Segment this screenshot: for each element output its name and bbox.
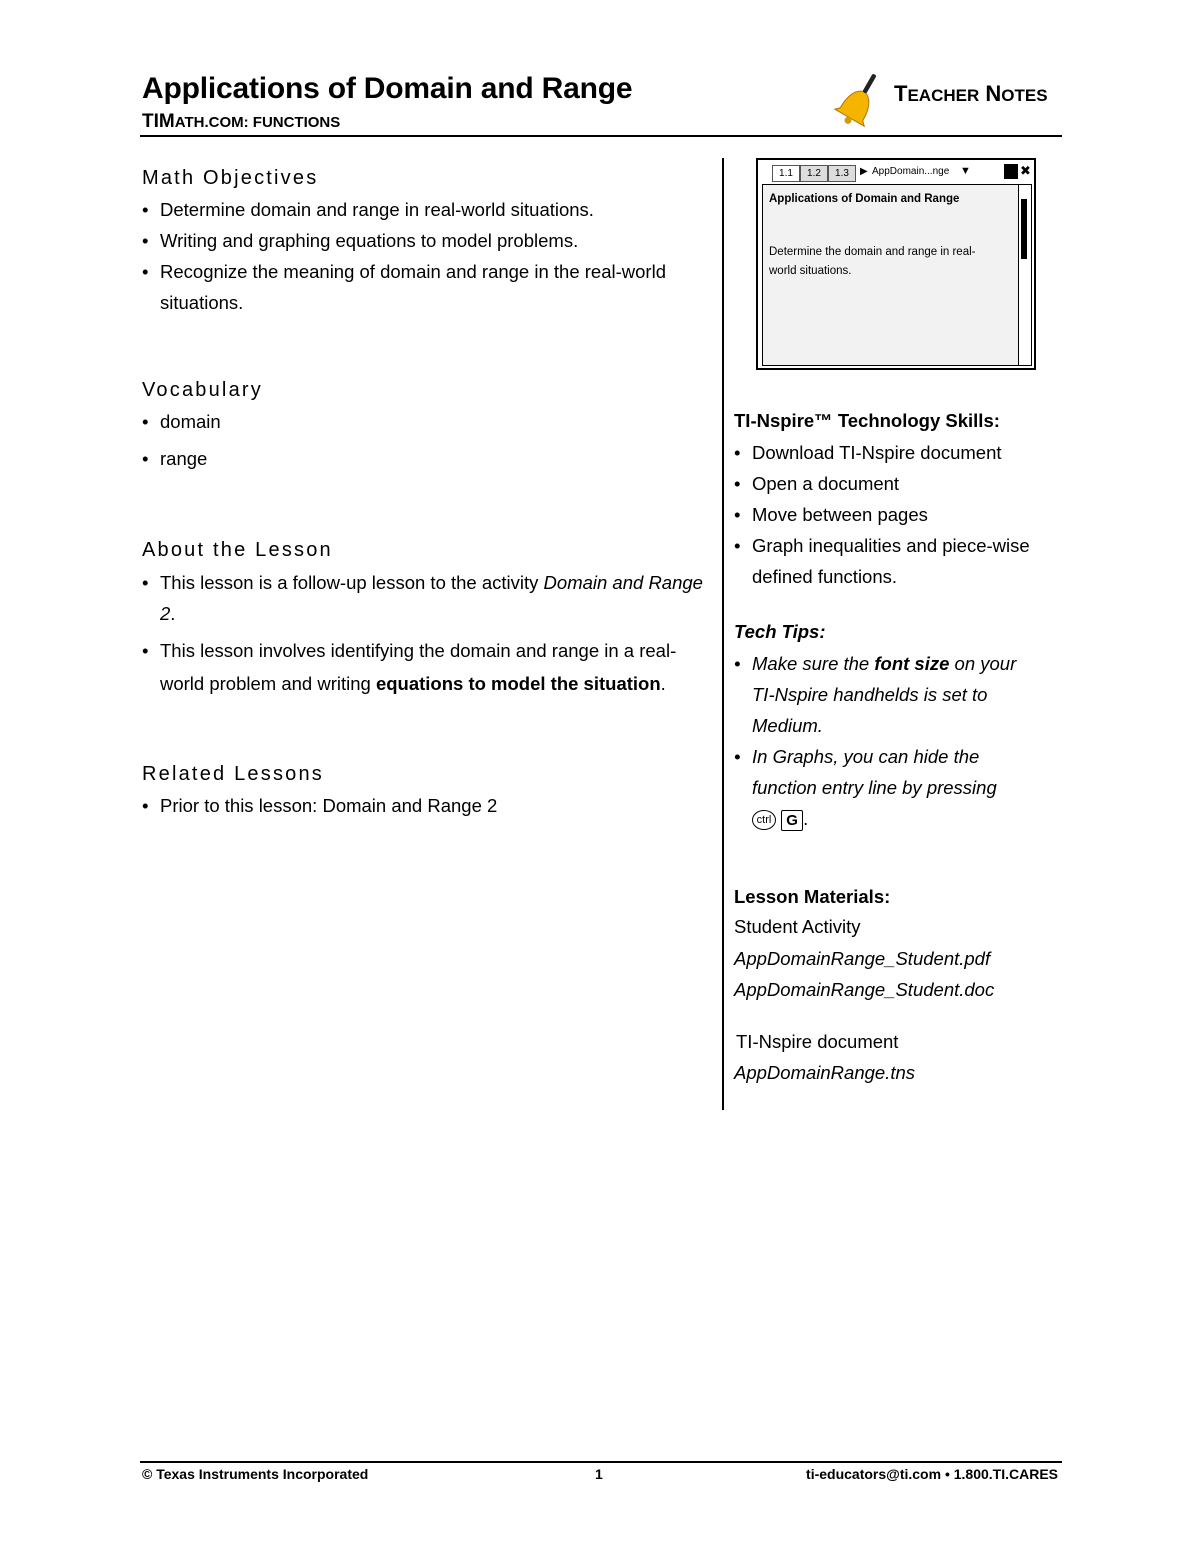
text: Make sure the: [752, 653, 875, 674]
subtitle-part: UNCTIONS: [261, 114, 341, 131]
footer-copyright: © Texas Instruments Incorporated: [142, 1466, 369, 1482]
handheld-scrollbar: [1018, 184, 1032, 366]
materials-heading: Lesson Materials:: [734, 886, 891, 907]
list-item: [142, 567, 708, 629]
tips-list: [734, 648, 1026, 834]
handheld-tab: 1.2: [800, 165, 828, 182]
footer-contact: ti-educators@ti.com • 1.800.TI.CARES: [806, 1466, 1058, 1482]
text: .: [660, 673, 666, 694]
skills-list: [734, 437, 1054, 592]
text: .: [803, 808, 809, 829]
list-item: [142, 634, 708, 700]
vocabulary-heading: Vocabulary: [142, 379, 263, 401]
text: This lesson involves identifying the domain and range in a real-world problem and writing: [160, 640, 677, 694]
handheld-screen: [762, 184, 1022, 366]
tips-heading: Tech Tips:: [734, 621, 826, 642]
tn-part: OTES: [1001, 86, 1048, 105]
handheld-screenshot: [756, 158, 1036, 370]
text: font size: [874, 653, 950, 674]
teacher-notes-label: [894, 81, 1048, 107]
subtitle-part: TIM: [142, 111, 175, 132]
tn-part: EACHER: [907, 86, 980, 105]
page-title: Applications of Domain and Range: [142, 72, 633, 105]
materials-line: Student Activity: [734, 916, 861, 937]
scroll-thumb: [1021, 199, 1027, 259]
list-item: • Download TI-Nspire document: [734, 437, 1054, 468]
text: Domain and Range 2: [160, 572, 703, 624]
handheld-tab: 1.1: [772, 165, 800, 182]
header-divider: [140, 135, 1062, 137]
column-divider: [722, 158, 724, 1110]
objectives-list: [142, 194, 712, 318]
text: In Graphs, you can hide the function entry line by pressing: [752, 746, 997, 798]
footer-divider: [140, 1461, 1062, 1463]
handheld-screen-text: Determine the domain and range in real-world situations.: [769, 246, 976, 277]
related-heading: Related Lessons: [142, 763, 324, 785]
tn-part: N: [979, 81, 1002, 106]
battery-icon: [1004, 164, 1018, 179]
tn-part: T: [894, 81, 908, 106]
subtitle-part: .COM: F: [204, 114, 262, 131]
related-list: [142, 790, 712, 821]
g-key-icon: G: [781, 810, 803, 831]
materials-file: AppDomainRange_Student.doc: [734, 979, 995, 1000]
list-item: • Move between pages: [734, 499, 1054, 530]
page-subtitle: [142, 111, 340, 133]
list-item: • Graph inequalities and piece-wise defined functions.: [734, 530, 1054, 592]
text: This lesson is a follow-up lesson to the activity: [160, 572, 544, 593]
list-item: • Determine domain and range in real-world situations.: [142, 194, 712, 225]
text: .: [170, 603, 176, 624]
list-item: • Prior to this lesson: Domain and Range 2: [142, 790, 712, 821]
dropdown-icon: ▼: [960, 165, 971, 177]
list-item: • Writing and graphing equations to model problems.: [142, 225, 712, 256]
text: equations to model the situation: [375, 673, 661, 694]
handheld-doc-name: AppDomain...nge: [872, 166, 950, 177]
about-heading: About the Lesson: [142, 539, 333, 561]
materials-file: AppDomainRange_Student.pdf: [734, 948, 991, 969]
subtitle-part: ATH: [174, 114, 205, 131]
materials-line: TI-Nspire document: [736, 1031, 899, 1052]
ctrl-key-icon: ctrl: [752, 810, 776, 830]
objectives-heading: Math Objectives: [142, 167, 319, 189]
list-item: [734, 648, 1026, 741]
handheld-tab: 1.3: [828, 165, 856, 182]
about-list: [142, 567, 708, 700]
text: on your TI-Nspire handhelds is set to Medium.: [752, 653, 1017, 736]
bell-icon: [832, 72, 884, 134]
page-number: 1: [595, 1466, 603, 1482]
handheld-screen-title: Applications of Domain and Range: [769, 193, 960, 205]
list-item: • domain: [142, 406, 712, 437]
vocabulary-list: [142, 406, 712, 474]
arrow-right-icon: ▶: [860, 166, 868, 177]
handheld-tab-bar: [760, 162, 1032, 182]
list-item: • Recognize the meaning of domain and range in the real-world situations.: [142, 256, 712, 318]
list-item: [734, 741, 1026, 834]
list-item: • Open a document: [734, 468, 1054, 499]
list-item: • range: [142, 443, 712, 474]
materials-file: AppDomainRange.tns: [734, 1062, 915, 1083]
close-icon: ✖: [1020, 163, 1031, 178]
skills-heading: TI-Nspire™ Technology Skills:: [734, 410, 1000, 431]
